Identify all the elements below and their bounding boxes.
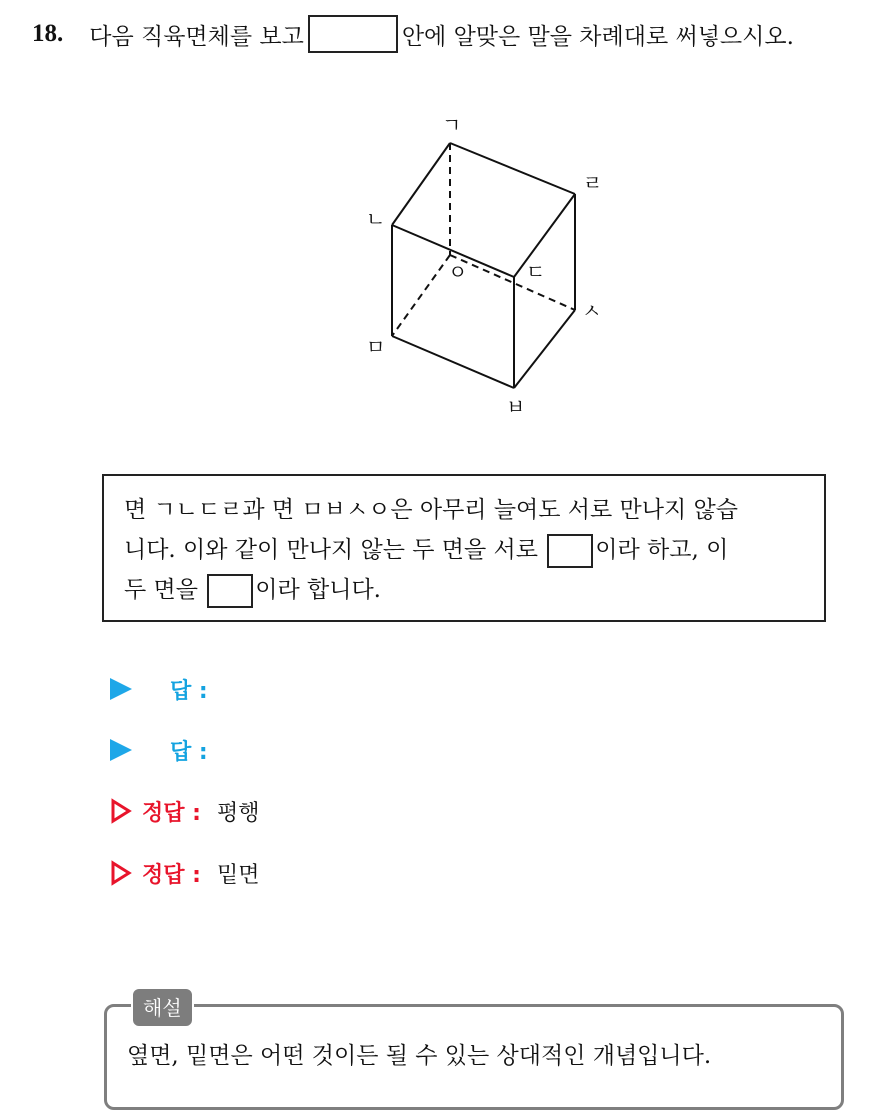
vertex-label-ieung: ㅇ [448,260,468,284]
vertex-label-bieup: ㅂ [506,395,526,419]
question-line [32,14,874,54]
correct-answer-label: 정답 : [142,862,201,888]
answer-label: 답 : [170,678,208,704]
triangle-pointer-icon [110,678,132,700]
passage-text: 면 ㄱㄴㄷㄹ과 면 ㅁㅂㅅㅇ은 아무리 늘여도 서로 만나지 않습 [124,497,738,523]
outline-triangle-icon [110,798,132,824]
answer-row-1 [110,672,208,706]
vertex-label-siot: ㅅ [582,299,602,323]
passage-text: 두 면을 [124,577,198,603]
cuboid-figure [350,112,630,428]
passage-text: 니다. 이와 같이 만나지 않는 두 면을 서로 [124,537,538,563]
question-number: 18. [32,20,64,47]
passage-line-3 [124,570,804,610]
question-text-after: 안에 알맞은 말을 차례대로 써넣으시오. [401,23,794,50]
blank-box-icon [207,574,253,608]
answer-label: 답 : [170,739,208,765]
correct-answer-row-2 [110,856,259,890]
vertex-label-nieun: ㄴ [366,207,386,231]
vertex-label-digeut: ㄷ [526,260,546,284]
passage-line-1 [124,490,804,530]
vertex-label-rieul: ㄹ [583,171,603,195]
question-text-before: 다음 직육면체를 보고 [89,23,304,50]
blank-box-icon [547,534,593,568]
passage-line-2 [124,530,804,570]
triangle-pointer-icon [110,739,132,761]
correct-answer-value: 평행 [216,800,260,826]
explanation-text: 옆면, 밑면은 어떤 것이든 될 수 있는 상대적인 개념입니다. [127,1043,712,1069]
passage-text: 이라 하고, 이 [595,537,729,563]
correct-answer-row-1 [110,794,259,828]
correct-answer-value: 밑면 [216,862,260,888]
vertex-label-giyeok: ㄱ [442,113,462,137]
explanation-box [104,996,844,1110]
explanation-tag: 해설 [131,987,194,1028]
answer-row-2 [110,733,208,767]
outline-triangle-icon [110,860,132,886]
passage-text: 이라 합니다. [255,577,381,603]
blank-box-icon [308,15,398,53]
passage-box [102,474,826,622]
vertex-label-mieum: ㅁ [366,335,386,359]
correct-answer-label: 정답 : [142,800,201,826]
